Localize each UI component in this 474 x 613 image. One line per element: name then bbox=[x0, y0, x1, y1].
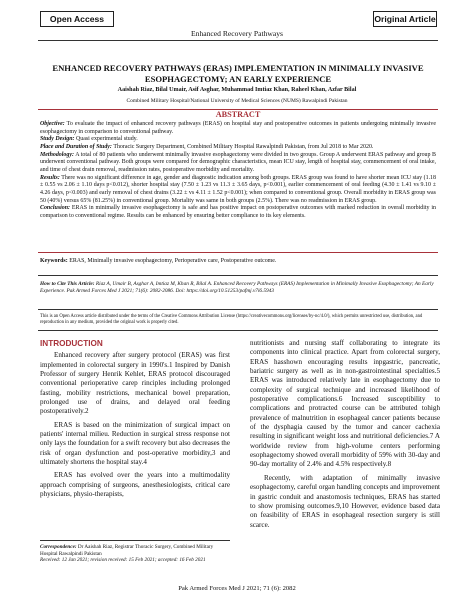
citation-rule-bottom bbox=[38, 309, 438, 310]
license-note: This is an Open Access article distributed under the terms of the Creative Commons Attribution License (https://creativecommons.org/licenses/by-nc/4.0/), which permits unrestricted use, distribution, and reproduction in any medium, provided the original work is properly cited. bbox=[40, 314, 423, 325]
abstract-heading: ABSTRACT bbox=[215, 110, 261, 119]
abstract-body bbox=[40, 121, 436, 221]
article-type-badge: Original Article bbox=[373, 11, 437, 27]
intro-paragraph: Recently, with adaptation of minimally invasive esophagectomy, careful organ handling concepts and improvement in gastric conduit and anastomosis techniques, ERAS has started to show promising outcomes.9,10 However, evidence based data on feasibility of ERAS in esophageal resection surgery is still scarce. bbox=[250, 473, 440, 529]
abstract-design: Study Design: Quasi experimental study. bbox=[40, 136, 138, 143]
header-rule bbox=[38, 40, 438, 41]
page-footer: Pak Armed Forces Med J 2021; 71 (6): 2082 bbox=[178, 585, 296, 592]
abstract-methodology: Methodology: A total of 80 patients who underwent minimally invasive esophagectomy were divided in two groups. Group A underwent ERAS pathway and group B underwent conventional pathway. Both groups were compared for demographic characteristics, mean ICU stay, length of hospital stay, commencement of oral intake, and time of chest drain removal, readmission rates, postoperative morbidity and mortality. bbox=[40, 151, 437, 173]
open-access-badge: Open Access bbox=[40, 11, 114, 27]
citation: How to Cite This Article: Riaz A, Umair B, Asghar A, Imtiaz M, Khan R, Bilal A. Enhanced Recovery Pathways (ERAS) Implementation in Minimally Invasive Esophagectomy; An Early Experience. Pak Armed Forces Med J 2021; 71(6): 2082-2086. Doi: https://doi.org/10.51253/pafmj.v7i6.5943 bbox=[40, 281, 434, 294]
right-column bbox=[250, 339, 440, 534]
abstract-results: Results: There was no significant difference in age, gender and diagnostic indication among both groups. ERAS group was found to have shorter mean ICU stay (1.18 ± 0.55 vs 2.06 ± 1.10 days p<0.012), shorter hospital stay (7.50 ± 1.23 vs 11.3 ± 3.65 days, p<0.001), earlier commencement of oral feeding (4.30 ± 1.41 vs 9.10 ± 4.26 days, p<0.003) and early removal of chest drains (3.22 ± vs 4.11 ± 1.52 p<0.001); when compared to conventional group. Overall morbidity in ERAS group was 50 (40%) versus 65% (81.25%) in conventional group. Mortality was same in both groups (2.5%). There was no readmission in ERAS group. bbox=[40, 174, 436, 204]
intro-paragraph: ERAS is based on the minimization of surgical impact on patients' internal milieu. Reduction in surgical stress response not only lays the foundation for a swift recovery but also decreases the risk of organ dysfunction and post-operative morbidity,3 and ultimately shortens the hospital stay.4 bbox=[40, 420, 230, 467]
introduction-heading: INTRODUCTION bbox=[40, 339, 103, 348]
abstract-conclusion: Conclusion: ERAS in minimally invasive esophagectomy is safe and has positive impact on postoperative outcomes with marked reduction in overall morbidity in comparison to conventional regime. Results can be enhanced by ensuring better compliance to its key elements. bbox=[40, 205, 437, 219]
article-title: ENHANCED RECOVERY PATHWAYS (ERAS) IMPLEMENTATION IN MINIMALLY INVASIVE ESOPHAGECTOMY; AN EARLY EXPERIENCE bbox=[52, 63, 424, 84]
intro-paragraph: nutritionists and nursing staff collaborating to integrate its components into clinical practice. Apart from colorectal surgery, ERAS hasshown encouraging results inpgastric, pancreatic, bariatric surgery as well as in non-gastrointestinal specialties.5 ERAS was introduced relatively late in esophagectomy due to complexity of surgical technique and increased likelihood of postoperative complications.6 Increased susceptibility to complications and protracted course can be attributed tohigh prevalence of malnutrition in esophageal cancer patients because of the dysphagia caused by the tumor and cancer cachexia resulting in significant weight loss and nutritional deficiencies.7 A worldwide review from high-volume centers performing esophagectomy showed overall morbidity of 59% with 30-day and 90-day mortality of 2.4% and 4.5% respectively.8 bbox=[250, 339, 440, 469]
license-rule bbox=[38, 330, 438, 331]
intro-paragraph: Enhanced recovery after surgery protocol (ERAS) was first implemented in colorectal surgery in 1990's.1 Inspired by Danish Professor of surgery Henrik Kehlet, ERAS protocol discouraged conventional perioperative carep rinciples including prolonged fasting, mobility restrictions, mechanical bowel preparation, prolonged use of drains, and delayed oral feeding postoperatively.2 bbox=[40, 351, 230, 416]
affiliation: Combined Military Hospital/National University of Medical Sciences (NUMS) Rawalpindi Pakistan bbox=[126, 98, 348, 104]
abstract-place: Place and Duration of Study: Thoracic Surgery Department, Combined Military Hospital Rawalpindi Pakistan, from Jul 2018 to Mar 2020. bbox=[40, 143, 374, 150]
correspondence-footnote: Correspondence: Dr Aaishah Riaz, Registrar Thoracic Surgery, Combined Military Hospital Rawalpindi Pakistan Received: 12 Jan 2021; revision received: 15 Feb 2021; accepted: 16 Feb 2021 bbox=[40, 540, 230, 564]
author-list: Aaishah Riaz, Bilal Umair, Asif Asghar, Muhammad Imtiaz Khan, Raheel Khan, Azfar Bilal bbox=[117, 87, 357, 93]
left-column bbox=[40, 339, 230, 504]
abstract-objective: Objective: To evaluate the impact of enhanced recovery pathways (ERAS) on hospital stay and postoperative outcomes in patients undergoing minimally invasive esophagectomy in comparison to conventional pathway. bbox=[40, 121, 436, 135]
citation-rule-top bbox=[38, 275, 438, 276]
intro-paragraph: ERAS has evolved over the years into a multimodality approach comprising of surgeons, anesthesiologists, critical care physicians, physio-therapists, bbox=[40, 471, 230, 499]
running-head: Enhanced Recovery Pathways bbox=[191, 29, 283, 38]
keywords: Keywords: ERAS, Minimally invasive esophagectomy, Perioperative care, Postoperative outcome. bbox=[40, 258, 277, 264]
